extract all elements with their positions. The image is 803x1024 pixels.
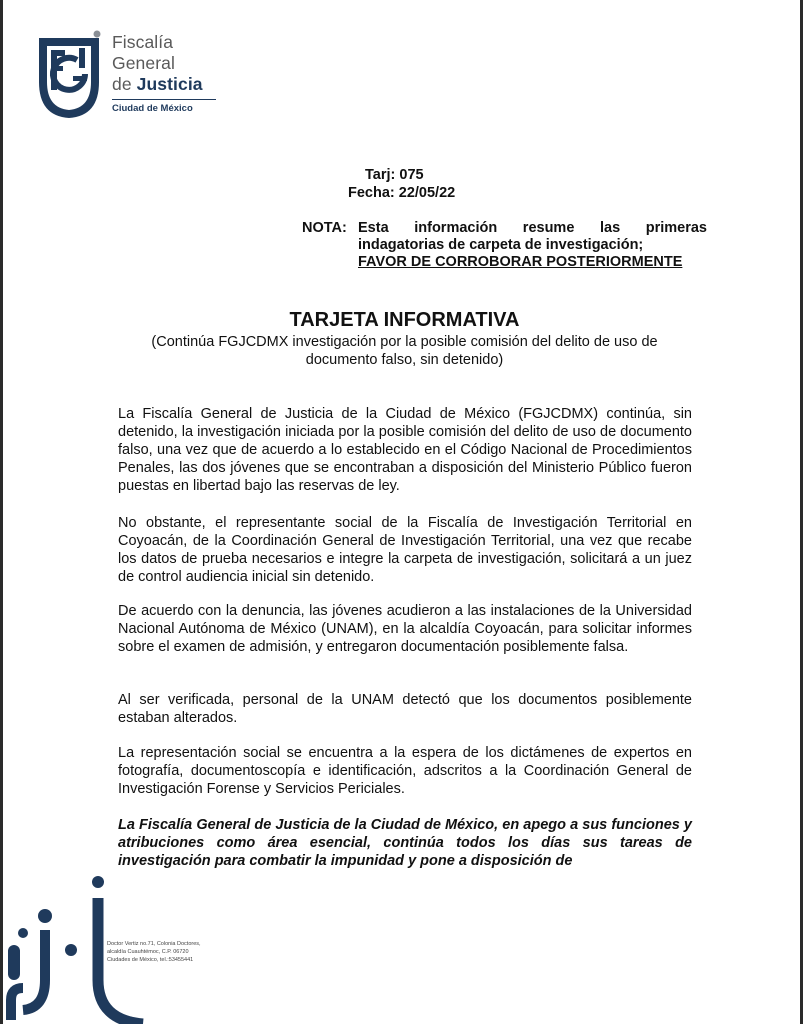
document-date: Fecha: 22/05/22 [348, 185, 456, 201]
address-line-1: Doctor Vertiz no.71, Colonia Doctores, [107, 941, 201, 947]
note-line-2: indagatorias de carpeta de investigación; [358, 237, 644, 253]
logo-line-3-prefix: de [112, 74, 132, 94]
closing-paragraph: La Fiscalía General de Justicia de la Ciudad de México, en apego a sus funciones y atribuciones como área esencial, continúa todos los días sus tareas de investigación para combatir la impunidad y pone a disposición de [118, 817, 692, 869]
paragraph-1: La Fiscalía General de Justicia de la Ciudad de México (FGJCDMX) continúa, sin detenido, la investigación iniciada por la posible comisión del delito de uso de documento falso, una vez que de acuerdo a lo establecido en el Código Nacional de Procedimientos Penales, las dos jóvenes que se encontraban a disposición del Ministerio Público fueron puestas en libertad bajo las reservas de ley. [118, 406, 692, 494]
address-line-2: alcaldía Cuauhtémoc, C.P. 06720 [107, 949, 189, 955]
paragraph-4: Al ser verificada, personal de la UNAM detectó que los documentos posiblemente estaban alterados. [118, 692, 692, 726]
fgj-emblem-icon [33, 28, 105, 124]
paragraph-2: No obstante, el representante social de la Fiscalía de Investigación Territorial en Coyoacán, de la Coordinación General de Investigación Territorial, una vez que recabe los datos de prueba necesarios e integre la carpeta de investigación, solicitará a un juez de control audiencia inicial sin detenido. [118, 515, 692, 585]
note-line-1: Esta información resume las primeras [358, 220, 707, 236]
logo-subtitle: Ciudad de México [112, 103, 193, 114]
logo-line-3 [112, 76, 216, 97]
note-body [358, 220, 707, 271]
footer-address [107, 940, 201, 964]
fgj-logo [33, 28, 233, 128]
paragraph-5: La representación social se encuentra a la espera de los dictámenes de expertos en fotografía, documentoscopía e identificación, adscritos a la Coordinación General de Investigación Forense y Servicios Periciales. [118, 745, 692, 797]
logo-line-3-bold: Justicia [136, 74, 203, 94]
logo-wordmark [112, 34, 216, 114]
logo-line-1: Fiscalía [112, 32, 174, 52]
document-subtitle: (Continúa FGJCDMX investigación por la posible comisión del delito de uso de documento falso, sin detenido) [151, 334, 658, 368]
note-block [302, 220, 707, 271]
note-label: NOTA: [302, 220, 347, 236]
logo-line-2: General [112, 53, 175, 73]
paragraph-3: De acuerdo con la denuncia, las jóvenes acudieron a las instalaciones de la Universidad Nacional Autónoma de México (UNAM), en la alcaldía Coyoacán, para solicitar informes sobre el examen de admisión, y entregaron documentación posiblemente falsa. [118, 603, 692, 655]
note-warning: FAVOR DE CORROBORAR POSTERIORMENTE [358, 254, 683, 270]
logo-divider [112, 99, 216, 100]
address-line-3: Ciudades de México, tel.:53455441 [107, 957, 194, 963]
document-meta [348, 166, 455, 202]
document-title: TARJETA INFORMATIVA [289, 309, 520, 331]
card-number: Tarj: 075 [365, 167, 424, 183]
